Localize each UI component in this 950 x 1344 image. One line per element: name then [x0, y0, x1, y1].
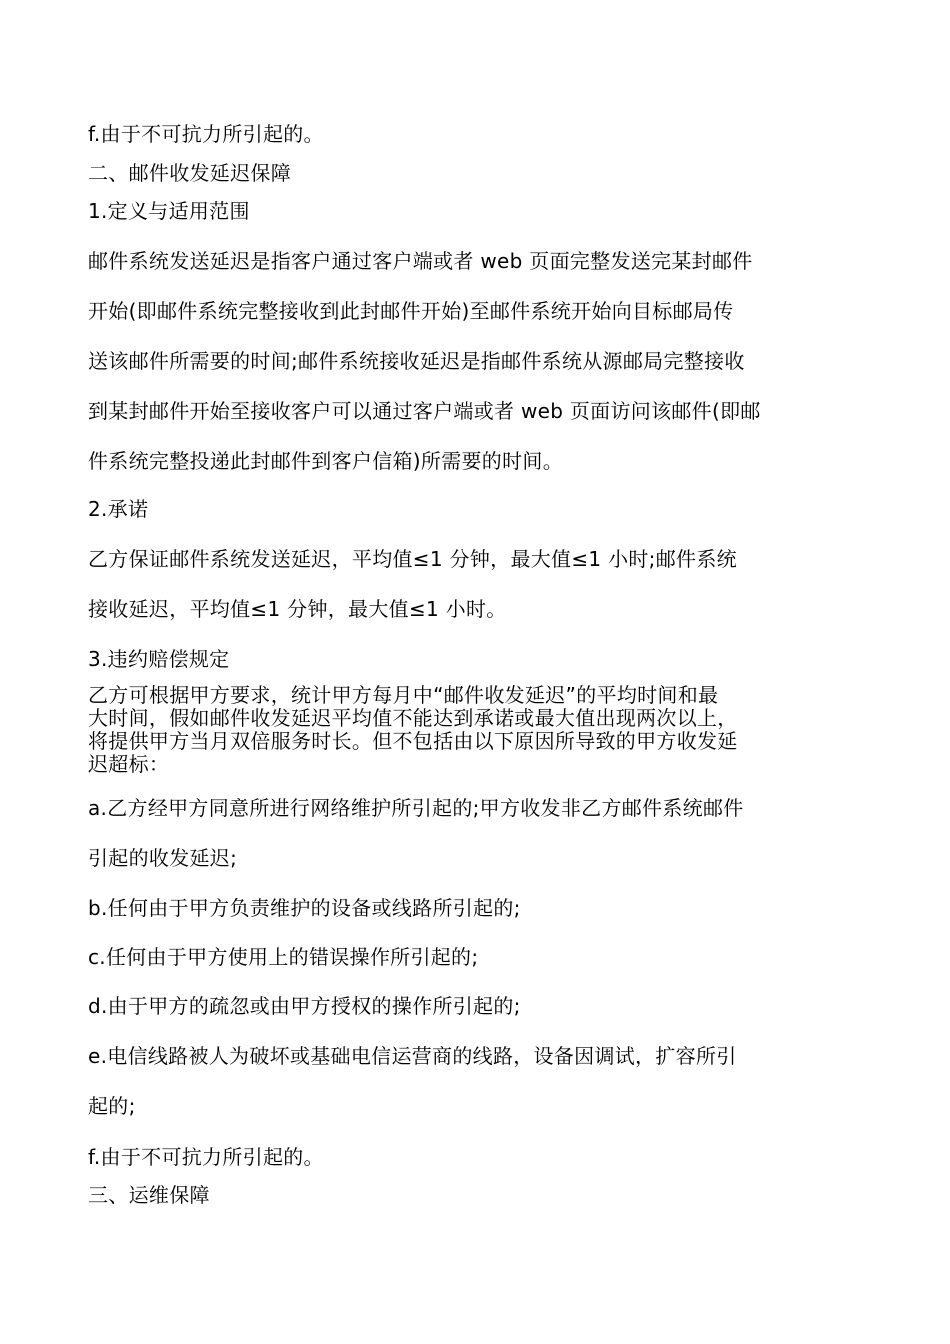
- definition-paragraph: [88, 236, 863, 486]
- definition-line: 件系统完整投递此封邮件到客户信箱)所需要的时间。: [88, 449, 564, 473]
- section-two-heading: 二、邮件收发延迟保障: [88, 161, 291, 185]
- clause-c: c.任何由于甲方使用上的错误操作所引起的;: [88, 945, 479, 969]
- compensation-line: 将提供甲方当月双倍服务时长。但不包括由以下原因所导致的甲方收发延: [88, 729, 738, 753]
- clause-e-line: 起的;: [88, 1094, 136, 1118]
- commitment-line: 乙方保证邮件系统发送延迟，平均值≤1 分钟，最大值≤1 小时;邮件系统: [88, 547, 737, 571]
- clause-f-top: f.由于不可抗力所引起的。: [88, 122, 324, 146]
- clause-e-line: e.电信线路被人为破坏或基础电信运营商的线路，设备因调试，扩容所引: [88, 1044, 737, 1068]
- commitment-paragraph: [88, 534, 863, 634]
- clause-a-line: a.乙方经甲方同意所进行网络维护所引起的;甲方收发非乙方邮件系统邮件: [88, 796, 744, 820]
- definition-line: 送该邮件所需要的时间;邮件系统接收延迟是指邮件系统从源邮局完整接收: [88, 349, 745, 373]
- clause-e: [88, 1031, 863, 1131]
- clause-a-line: 引起的收发延迟;: [88, 846, 238, 870]
- clause-b: b.任何由于甲方负责维护的设备或线路所引起的;: [88, 896, 521, 920]
- compensation-line: 大时间，假如邮件收发延迟平均值不能达到承诺或最大值出现两次以上，: [88, 706, 738, 730]
- compensation-heading: 3.违约赔偿规定: [88, 647, 230, 671]
- definition-line: 开始(即邮件系统完整接收到此封邮件开始)至邮件系统开始向目标邮局传: [88, 299, 734, 323]
- section-three-heading: 三、运维保障: [88, 1183, 210, 1207]
- clause-a: [88, 783, 863, 883]
- commitment-line: 接收延迟，平均值≤1 分钟，最大值≤1 小时。: [88, 597, 507, 621]
- definition-heading: 1.定义与适用范围: [88, 199, 250, 223]
- compensation-paragraph: [88, 684, 863, 776]
- definition-line: 到某封邮件开始至接收客户可以通过客户端或者 web 页面访问该邮件(即邮: [88, 399, 761, 423]
- compensation-line: 乙方可根据甲方要求，统计甲方每月中“邮件收发延迟”的平均时间和最: [88, 683, 719, 707]
- clause-d: d.由于甲方的疏忽或由甲方授权的操作所引起的;: [88, 994, 521, 1018]
- compensation-line: 迟超标：: [88, 752, 170, 776]
- definition-line: 邮件系统发送延迟是指客户通过客户端或者 web 页面完整发送完某封邮件: [88, 249, 753, 273]
- commitment-heading: 2.承诺: [88, 497, 149, 521]
- clause-f: f.由于不可抗力所引起的。: [88, 1145, 324, 1169]
